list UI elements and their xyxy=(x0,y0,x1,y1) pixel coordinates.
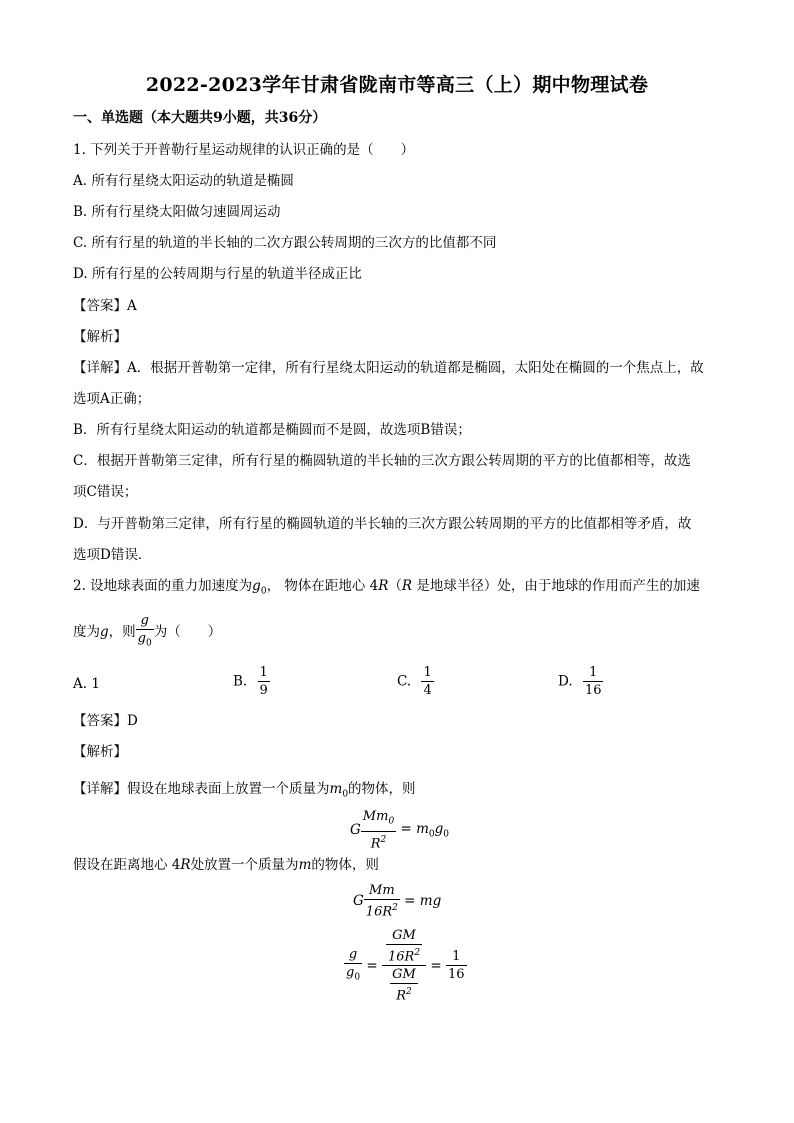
q1-detail-line: 选项A正确； xyxy=(73,391,151,407)
q2-detail-line2: 假设在距离地心 4R处放置一个质量为m的物体，则 xyxy=(73,857,379,873)
q1-option-c: C. 所有行星的轨道的半长轴的二次方跟公转周期的三次方的比值都不同 xyxy=(73,235,497,251)
q2-detail-line1: 【详解】假设在地球表面上放置一个质量为$m_0$的物体，则 xyxy=(73,781,416,800)
section-heading: 一、单选题（本大题共9小题，共36分） xyxy=(73,110,327,126)
q2-stem-line1: 2. 设地球表面的重力加速度为$g_0$， 物体在距地心 4R（R 是地球半径）处，由于地球的作用而产生的加速 xyxy=(73,578,700,597)
q2-analysis-label: 【解析】 xyxy=(73,744,127,760)
q1-detail-line: 【详解】A．根据开普勒第一定律，所有行星绕太阳运动的轨道都是椭圆，太阳处在椭圆的一个焦点上，故 xyxy=(73,360,704,376)
q2-option-b: B. $\frac{1}{9}$ xyxy=(233,665,268,698)
q1-detail-line: 项C错误； xyxy=(73,484,138,500)
q1-option-b: B. 所有行星绕太阳做匀速圆周运动 xyxy=(73,204,281,220)
q1-stem: 1. 下列关于开普勒行星运动规律的认识正确的是（ ） xyxy=(73,142,415,158)
g-over-g0-fraction: $\frac{g}{g_0}$ xyxy=(137,613,152,649)
page-title: 2022-2023学年甘肃省陇南市等高三（上）期中物理试卷 xyxy=(145,74,649,96)
q1-option-d: D. 所有行星的公转周期与行星的轨道半径成正比 xyxy=(73,266,362,282)
equation-3: $\frac{g}{g_0}$ = $\frac{\frac{GM}{16R^2}}{\frac{GM}{R^2}}$ = $\frac{1}{16}$ xyxy=(346,928,465,1004)
q2-option-c: C. $\frac{1}{4}$ xyxy=(397,665,432,698)
equation-1: G $\frac{Mm_0}{R^2}$ = $m_0g_0$ xyxy=(350,809,449,851)
q1-detail-line: D．与开普勒第三定律，所有行星的椭圆轨道的半长轴的三次方跟公转周期的平方的比值都相等矛盾，故 xyxy=(73,516,692,532)
q1-answer: 【答案】A xyxy=(73,298,137,314)
q1-detail-line: 选项D错误． xyxy=(73,547,152,563)
q2-option-d: D. $\frac{1}{16}$ xyxy=(558,665,602,698)
q2-stem-line2: 度为g，则 $\frac{g}{g_0}$ 为（ ） xyxy=(73,612,221,653)
q1-option-a: A. 所有行星绕太阳运动的轨道是椭圆 xyxy=(73,173,294,189)
q1-detail-line: B．所有行星绕太阳运动的轨道都是椭圆而不是圆，故选项B错误； xyxy=(73,422,471,438)
q2-option-a: A. 1 xyxy=(73,676,100,692)
q1-detail-line: C．根据开普勒第三定律，所有行星的椭圆轨道的半长轴的三次方跟公转周期的平方的比值都相等，故选 xyxy=(73,453,691,469)
q2-answer: 【答案】D xyxy=(73,713,138,729)
q1-analysis-label: 【解析】 xyxy=(73,329,127,345)
equation-2: G $\frac{Mm}{16R^2}$ = mg xyxy=(353,883,442,920)
